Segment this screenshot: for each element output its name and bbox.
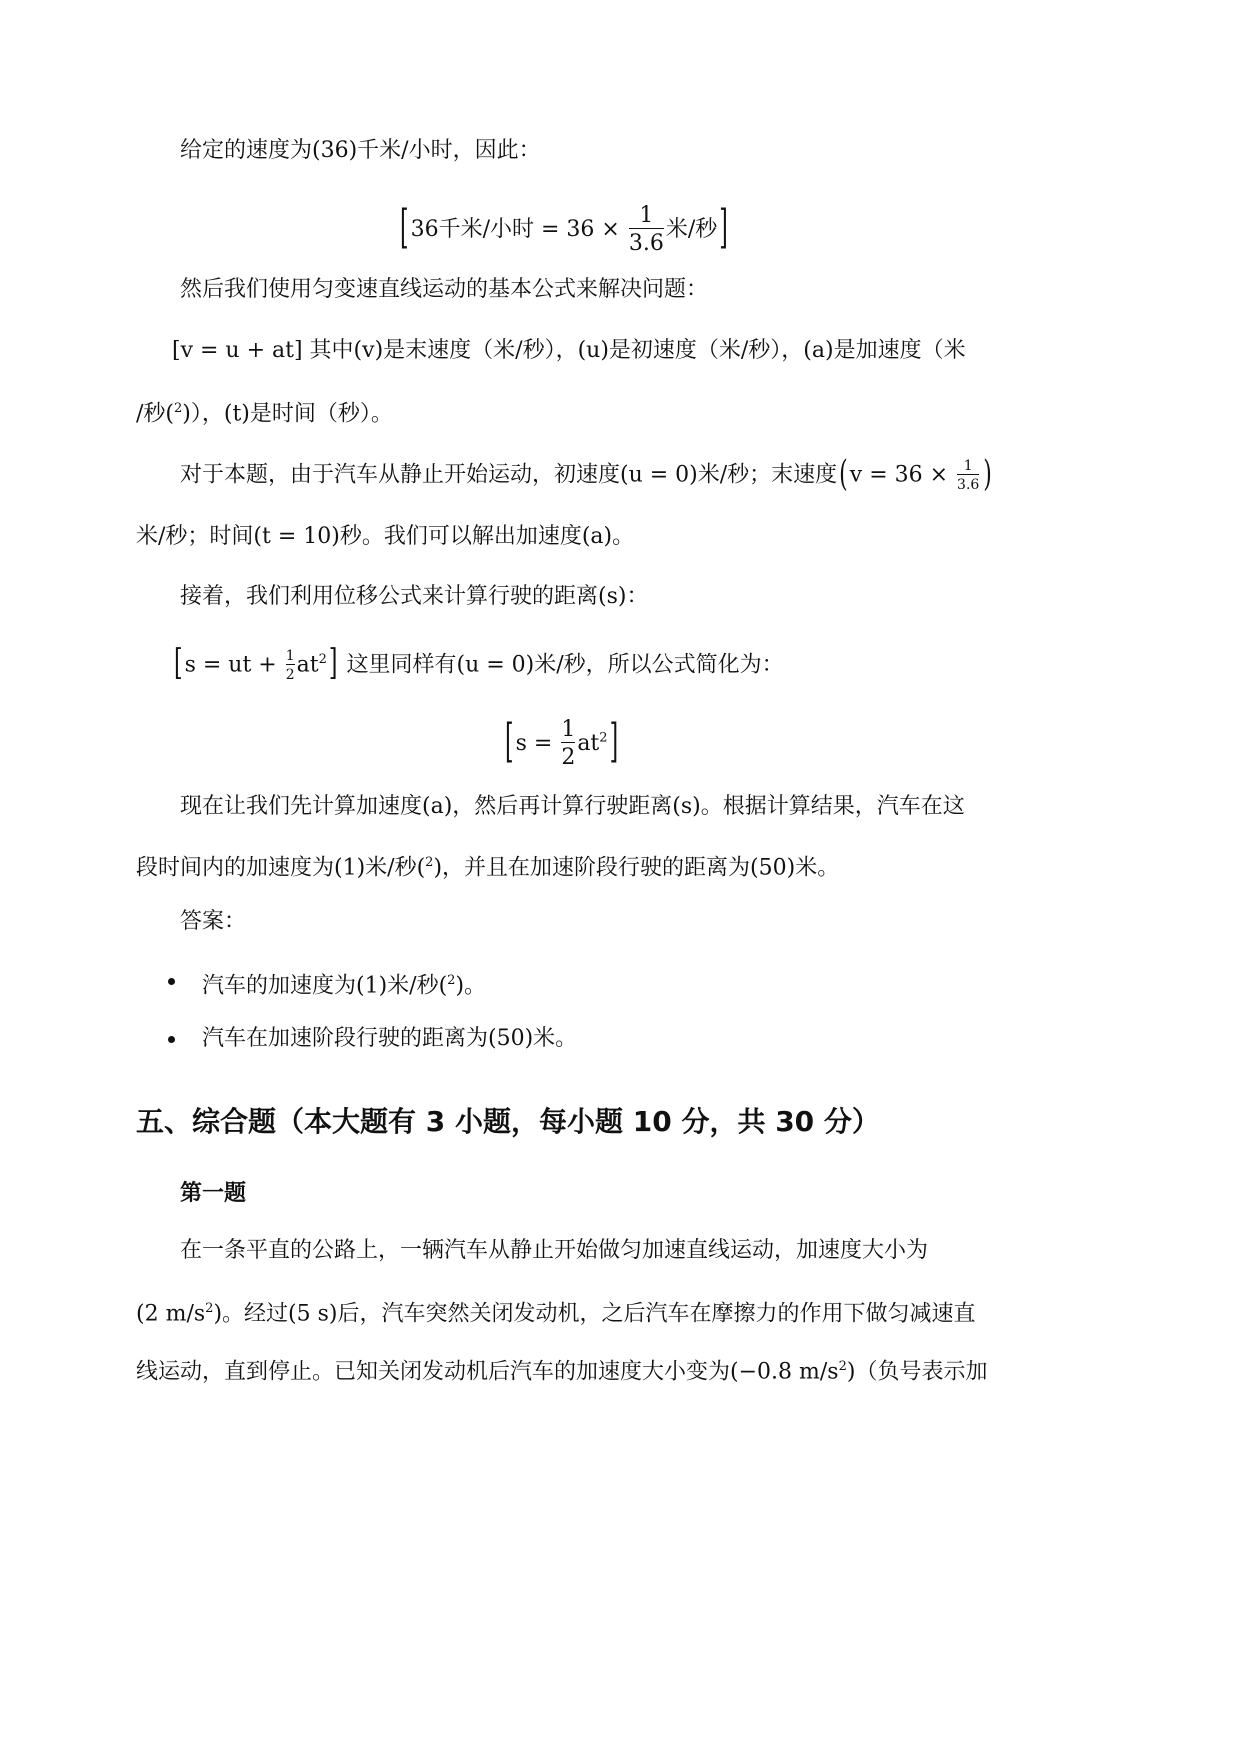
fraction: $\frac{1}{3.6}$ — [957, 458, 980, 494]
bullet-icon — [168, 978, 175, 985]
paragraph-calculation-result-cont: 段时间内的加速度为(1)米/秒($^2$)，并且在加速阶段行驶的距离为(50)米。 — [136, 855, 840, 881]
paragraph-formula-intro: 然后我们使用匀变速直线运动的基本公式来解决问题： — [180, 277, 709, 302]
question-title: 第一题 — [180, 1181, 247, 1206]
question-text-line-3: 线运动，直到停止。已知关闭发动机后汽车的加速度大小变为(−0.8 $m/s^2$)（负号表示加 — [136, 1359, 988, 1385]
bullet-icon — [168, 1036, 175, 1043]
fraction: $\frac{1}{2}$ — [561, 717, 576, 771]
section-heading: 五、综合题（本大题有 3 小题，每小题 10 分，共 30 分） — [136, 1105, 880, 1138]
answer-item-distance: 汽车在加速阶段行驶的距离为(50)米。 — [202, 1026, 578, 1051]
fraction: $\frac{1}{3.6}$ — [628, 203, 664, 257]
paragraph-initial-conditions-cont: 米/秒；时间(t = 10)秒。我们可以解出加速度(a)。 — [136, 524, 635, 549]
paragraph-initial-conditions: 对于本题，由于汽车从静止开始运动，初速度(u = 0)米/秒；末速度(v = 36 × $\frac{1}{3.6}$ ) — [180, 454, 992, 495]
answer-label: 答案： — [180, 909, 247, 934]
equation-simplified-displacement: [s = $\frac{1}{2}$ $at^2$] — [505, 716, 619, 771]
question-text-line-2: (2 $m/s^2$)。经过(5 s)后，汽车突然关闭发动机，之后汽车在摩擦力的作用下做匀减速直 — [136, 1301, 976, 1327]
fraction: $\frac{1}{2}$ — [285, 647, 295, 683]
paragraph-displacement-formula: [s = ut + $\frac{1}{2}$ $at^2$] 这里同样有(u = 0)米/秒，所以公式简化为： — [174, 644, 784, 685]
answer-item-acceleration: 汽车的加速度为(1)米/秒($^2$)。 — [202, 973, 487, 999]
paragraph-velocity-formula-cont: /秒($^2$)），(t)是时间（秒）。 — [136, 401, 393, 427]
paragraph-velocity-formula: [v = u + at] 其中(v)是末速度（米/秒），(u)是初速度（米/秒），(a)是加速度（米 — [172, 338, 966, 363]
paragraph-given-speed: 给定的速度为(36)千米/小时，因此： — [180, 138, 541, 163]
equation-speed-conversion: [36千米/小时 = 36 × $\frac{1}{3.6}$ 米/秒] — [400, 202, 728, 257]
paragraph-calculation-result: 现在让我们先计算加速度(a)，然后再计算行驶距离(s)。根据计算结果，汽车在这 — [180, 794, 965, 819]
paragraph-displacement-intro: 接着，我们利用位移公式来计算行驶的距离(s)： — [180, 584, 649, 609]
question-text-line-1: 在一条平直的公路上，一辆汽车从静止开始做匀加速直线运动，加速度大小为 — [180, 1238, 929, 1263]
